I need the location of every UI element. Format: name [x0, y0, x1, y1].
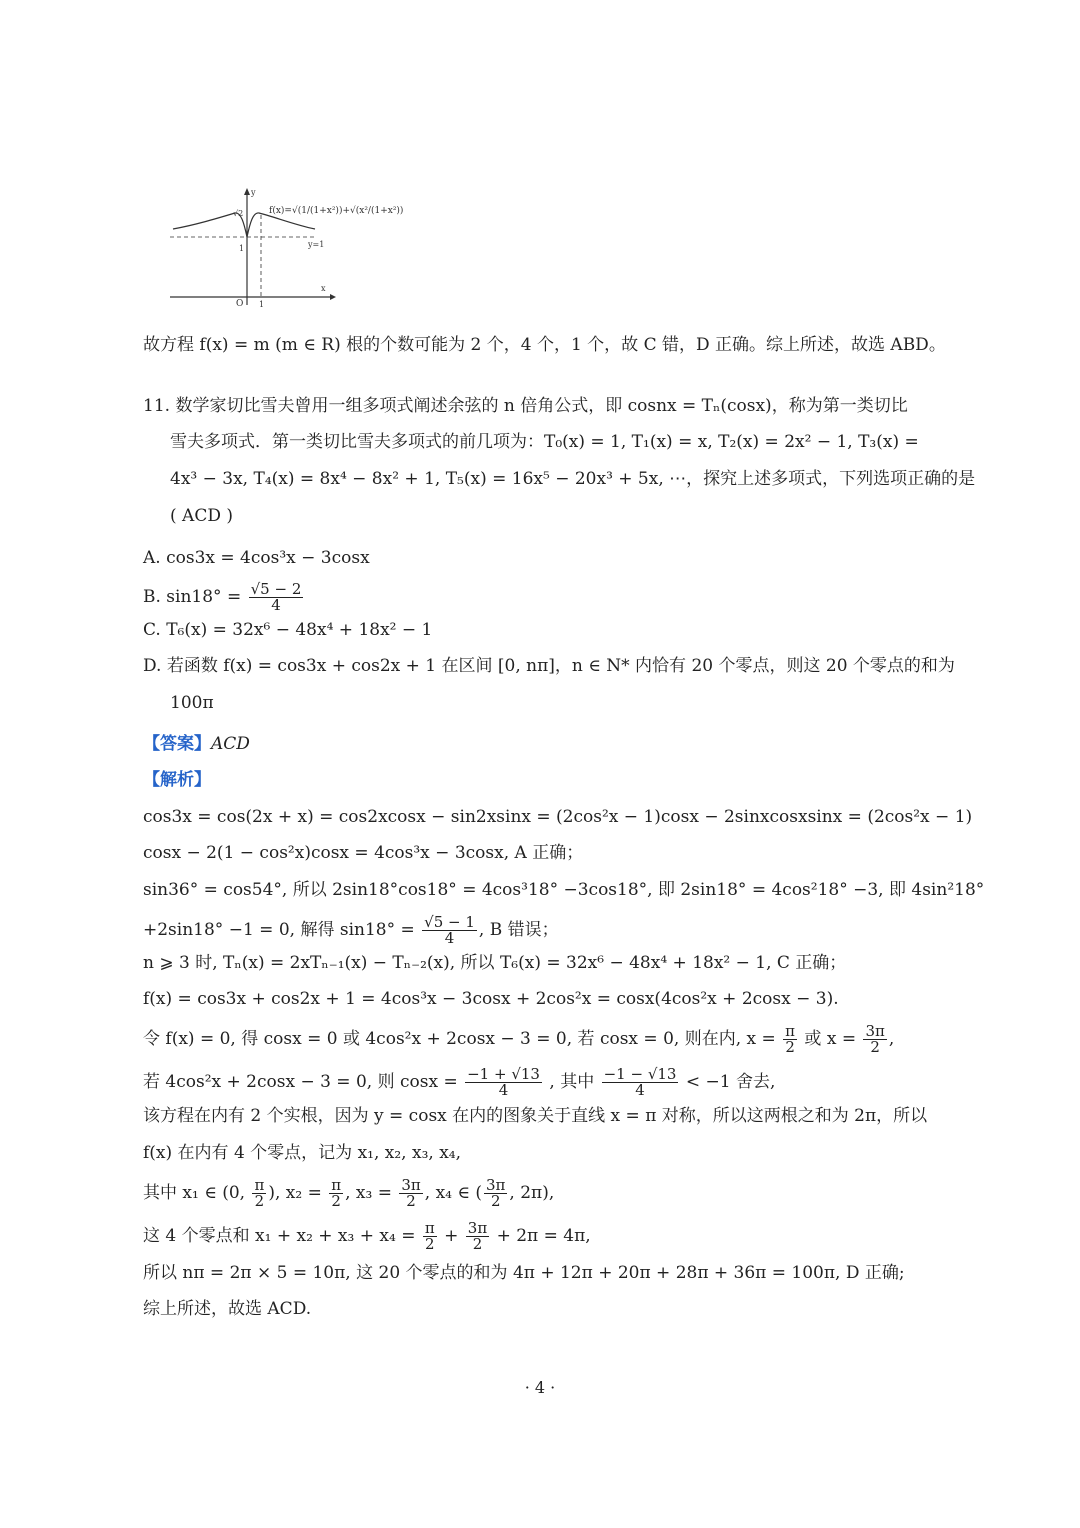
- frac-den: 4: [444, 929, 455, 947]
- tick-1-y: 1: [239, 244, 245, 253]
- frac-den: 2: [870, 1038, 880, 1056]
- tick-sqrt2: √2: [233, 209, 244, 218]
- answer-value: ACD: [211, 734, 250, 754]
- option-d-cont: 100π: [170, 693, 214, 713]
- root-fraction-2: [602, 1067, 679, 1098]
- question-answer-bracket: ( ACD ): [170, 506, 233, 526]
- close-2: , 2π),: [509, 1183, 555, 1203]
- three-pi-over-2-b: [399, 1178, 422, 1209]
- analysis-line-7: 令 f(x) = 0, 得 cosx = 0 或 4cos²x + 2cosx − 3 = 0, 若 cosx = 0, 则在内, x = $\frac{\pi}{2}$ 或 x = $\frac{3\pi}{2}$ ,: [143, 1022, 895, 1056]
- frac-den: 2: [406, 1192, 416, 1210]
- frac-num: −1 − √13: [603, 1065, 677, 1083]
- question-line-2: 雪夫多项式．第一类切比雪夫多项式的前几项为：T₀(x) = 1, T₁(x) = x, T₂(x) = 2x² − 1, T₃(x) =: [170, 432, 919, 452]
- frac-num: √5 − 1: [424, 913, 475, 931]
- x4-label: , x₄ ∈ (: [424, 1183, 483, 1203]
- three-pi-over-2-c: [484, 1178, 507, 1209]
- analysis-line-12: [143, 1221, 591, 1252]
- mid-text: , 其中: [549, 1072, 595, 1092]
- pi-over-2-c: [329, 1178, 343, 1209]
- sum-tail: + 2π = 4π,: [496, 1226, 591, 1246]
- function-graph: [165, 185, 404, 310]
- frac-num: π: [424, 1219, 435, 1237]
- analysis-line-3: sin36° = cos54°, 所以 2sin18°cos18° = 4cos³18° −3cos18°, 即 2sin18° = 4cos²18° −3, 即 4sin²18°: [143, 880, 985, 900]
- analysis-line-12-text: 这 4 个零点和 x₁ + x₂ + x₃ + x₄ =: [143, 1226, 416, 1246]
- frac-num: 3π: [865, 1022, 885, 1040]
- plus-sign: +: [444, 1226, 459, 1246]
- frac-num: π: [785, 1022, 796, 1040]
- frac-den: 4: [271, 596, 281, 614]
- question-line-1: 11. 数学家切比雪夫曾用一组多项式阐述余弦的 n 倍角公式，即 cosnx = Tₙ(cosx)，称为第一类切比: [143, 396, 908, 416]
- option-c: C. T₆(x) = 32x⁶ − 48x⁴ + 18x² − 1: [143, 620, 433, 640]
- sin18-fraction: [422, 915, 477, 946]
- analysis-line-6: f(x) = cos3x + cos2x + 1 = 4cos³x − 3cosx + 2cos²x = cosx(4cos²x + 2cosx − 3).: [143, 989, 839, 1009]
- x-arrow-icon: [330, 294, 336, 300]
- pi-over-2-d: [423, 1221, 437, 1252]
- question-line-3: 4x³ − 3x, T₄(x) = 8x⁴ − 8x² + 1, T₅(x) = 16x⁵ − 20x³ + 5x, ⋯，探究上述多项式，下列选项正确的是: [170, 469, 976, 489]
- page-number: · 4 ·: [524, 1378, 556, 1397]
- option-d: D. 若函数 f(x) = cos3x + cos2x + 1 在区间 [0, nπ]，n ∈ N* 内恰有 20 个零点，则这 20 个零点的和为: [143, 656, 955, 676]
- frac-num: π: [331, 1176, 342, 1194]
- frac-den: 2: [472, 1235, 483, 1253]
- pi-over-2-b: [252, 1178, 266, 1209]
- analysis-line-10: f(x) 在内有 4 个零点，记为 x₁, x₂, x₃, x₄,: [143, 1143, 462, 1163]
- answer-line: [143, 733, 250, 755]
- answer-tag: 【答案】: [143, 734, 211, 754]
- or-text: 或 x =: [804, 1029, 857, 1049]
- tail-text: < −1 舍去,: [685, 1072, 776, 1092]
- option-a: A. cos3x = 4cos³x − 3cosx: [143, 548, 370, 568]
- analysis-line-11-text: 其中 x₁ ∈: [143, 1183, 217, 1203]
- three-pi-over-2-d: [466, 1221, 489, 1252]
- frac-num: 3π: [467, 1219, 488, 1237]
- y-axis-label: y: [251, 188, 256, 197]
- analysis-line-4-tail: , B 错误；: [478, 920, 559, 940]
- x2-label: x₂ =: [285, 1183, 322, 1203]
- tick-1-x: 1: [259, 300, 265, 309]
- frac-den: 4: [498, 1081, 509, 1099]
- analysis-line-1: cos3x = cos(2x + x) = cos2xcosx − sin2xsinx = (2cos²x − 1)cosx − 2sinxcosxsinx = (2cos²x − 1): [143, 807, 973, 827]
- analysis-line-9: 该方程在内有 2 个实根，因为 y = cosx 在内的图象关于直线 x = π 对称，所以这两根之和为 2π，所以: [143, 1106, 928, 1126]
- origin-label: O: [236, 299, 244, 309]
- function-label: f(x)=√(1/(1+x²))+√(x²/(1+x²)): [269, 206, 404, 216]
- three-pi-over-2: [863, 1024, 886, 1055]
- frac-num: √5 − 2: [250, 580, 302, 598]
- open-1: (0,: [222, 1183, 246, 1203]
- analysis-tag: 【解析】: [143, 770, 211, 790]
- frac-den: 2: [254, 1192, 265, 1210]
- asymptote-label: y=1: [308, 240, 325, 249]
- frac-den: 2: [490, 1192, 501, 1210]
- analysis-line-8: [143, 1067, 775, 1098]
- x-axis-label: x: [321, 284, 326, 293]
- function-curve: [173, 213, 315, 237]
- frac-den: 2: [331, 1192, 341, 1210]
- root-fraction-1: [465, 1067, 542, 1098]
- frac-den: 2: [425, 1235, 435, 1253]
- pi-over-2: [783, 1024, 797, 1055]
- frac-num: π: [254, 1176, 265, 1194]
- option-b-text: B. sin18° =: [143, 587, 242, 607]
- analysis-line-8-text: 若 4cos²x + 2cosx − 3 = 0, 则 cosx =: [143, 1072, 458, 1092]
- analysis-line-13: 所以 nπ = 2π × 5 = 10π, 这 20 个零点的和为 4π + 12π + 20π + 28π + 36π = 100π, D 正确;: [143, 1263, 905, 1283]
- conclusion-line: 故方程 f(x) = m (m ∈ R) 根的个数可能为 2 个，4 个，1 个，故 C 错，D 正确。综上所述，故选 ABD。: [143, 335, 946, 355]
- analysis-line-11: [143, 1178, 554, 1209]
- analysis-line-2: cosx − 2(1 − cos²x)cosx = 4cos³x − 3cosx, A 正确；: [143, 843, 584, 863]
- y-arrow-icon: [244, 188, 250, 195]
- frac-num: 3π: [486, 1176, 506, 1194]
- close-1: ),: [268, 1183, 281, 1203]
- analysis-line-5: n ⩾ 3 时, Tₙ(x) = 2xTₙ₋₁(x) − Tₙ₋₂(x), 所以 T₆(x) = 32x⁶ − 48x⁴ + 18x² − 1, C 正确；: [143, 953, 847, 973]
- option-b-fraction: [249, 582, 304, 613]
- frac-den: 4: [635, 1081, 645, 1099]
- analysis-line-4-text: +2sin18° −1 = 0, 解得 sin18° =: [143, 920, 415, 940]
- analysis-line-7-text: 令 f(x) = 0, 得 cosx = 0 或 4cos²x + 2cosx − 3 = 0, 若 cosx = 0, 则在内, x =: [143, 1029, 776, 1049]
- analysis-line-4: [143, 915, 559, 946]
- analysis-line-14: 综上所述，故选 ACD.: [143, 1299, 312, 1319]
- x3-label: , x₃ =: [345, 1183, 392, 1203]
- option-b: [143, 582, 305, 613]
- frac-num: 3π: [401, 1176, 421, 1194]
- frac-num: −1 + √13: [467, 1065, 540, 1083]
- frac-den: 2: [785, 1038, 795, 1056]
- analysis-tag-line: [143, 769, 211, 791]
